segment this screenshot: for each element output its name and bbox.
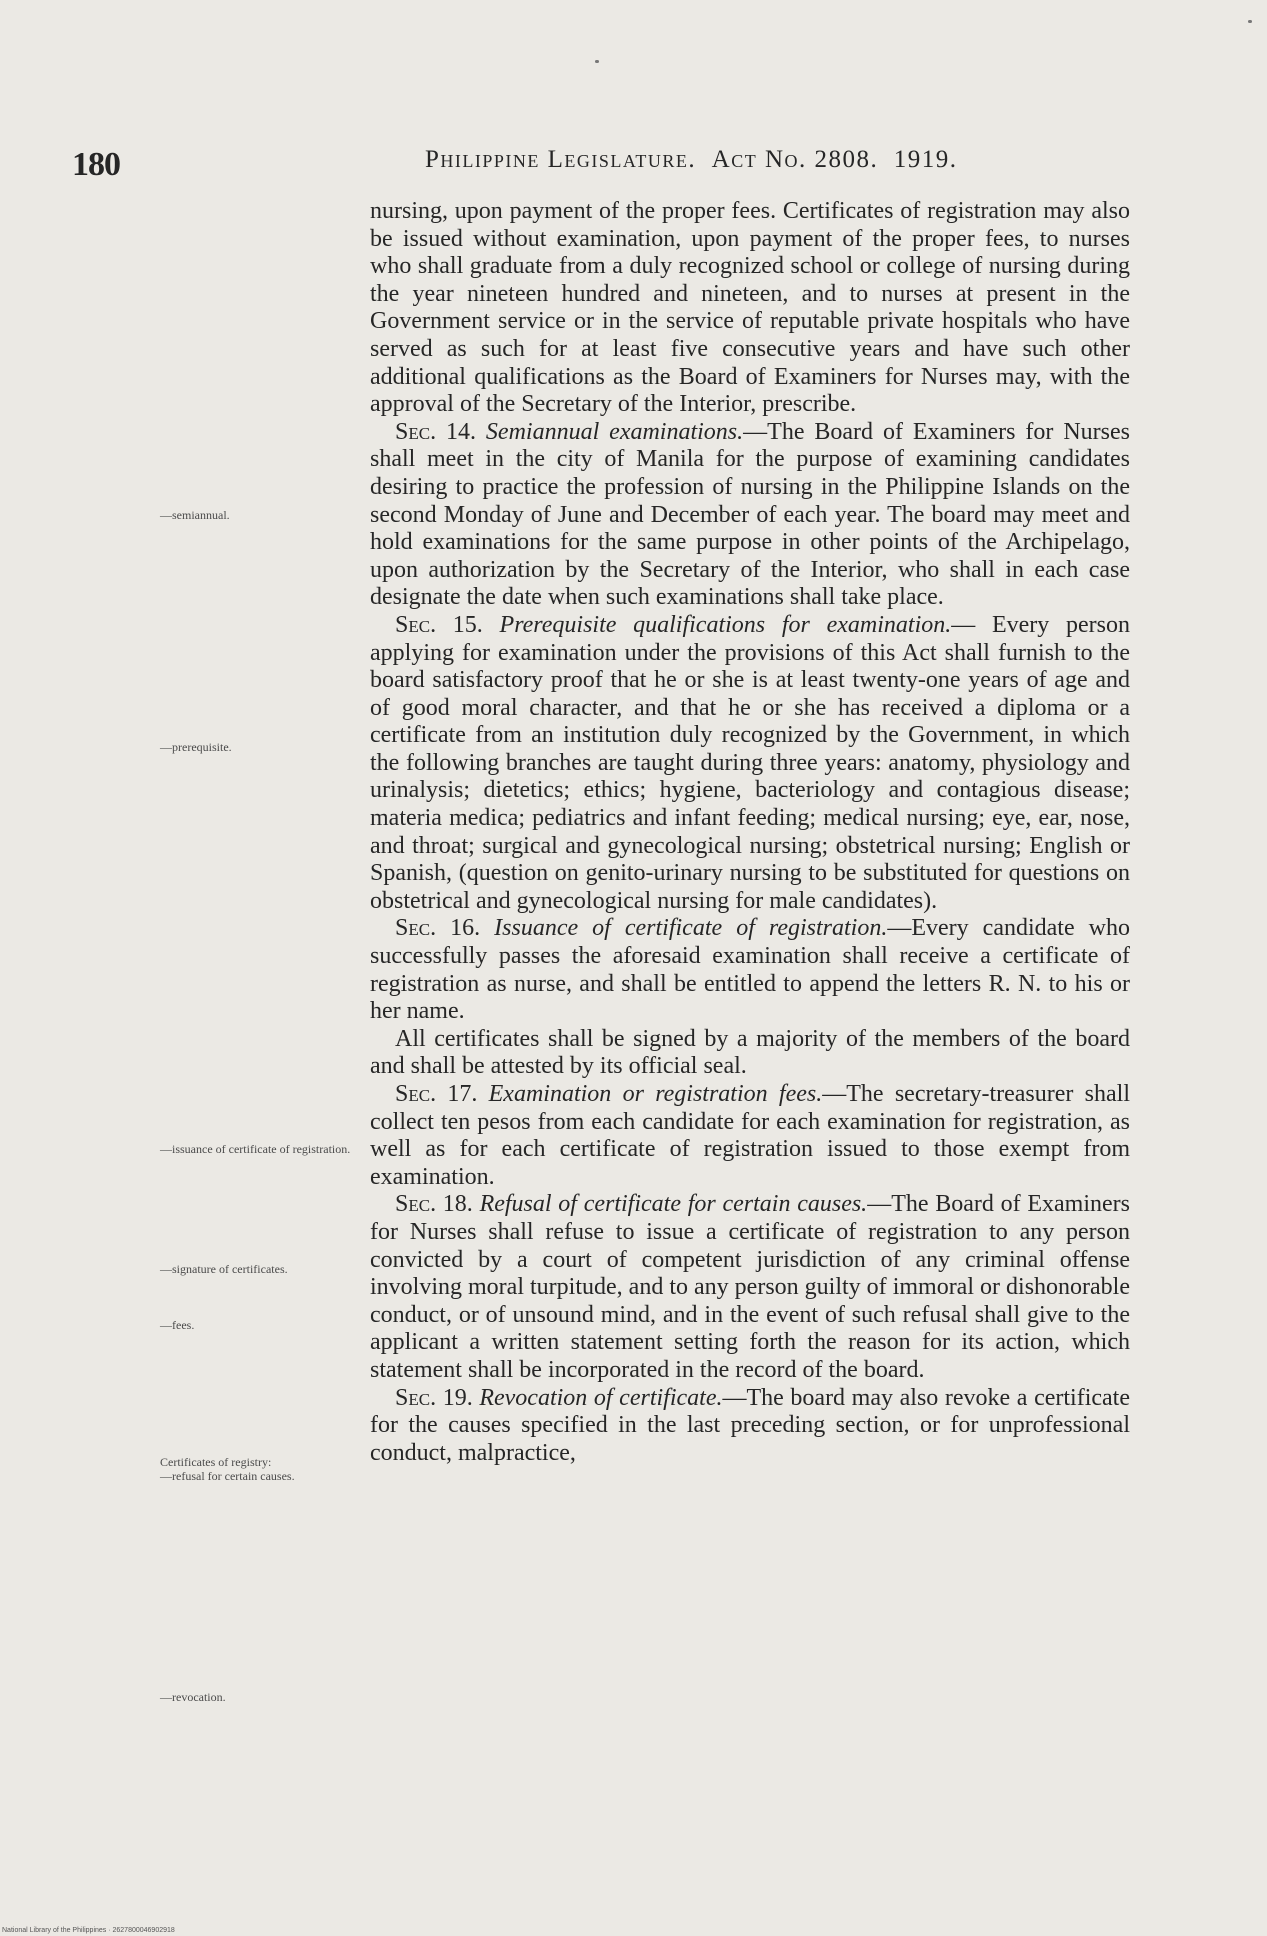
section-19-heading: Revocation of certificate. <box>479 1384 723 1411</box>
running-head <box>425 146 958 174</box>
scan-credit: National Library of the Philippines · 2627800046902918 <box>2 1927 175 1934</box>
section-19-text: —The board may also revoke a certificate for the causes specified in the last preceding section, or for unprofessional conduct, malpractice, <box>370 1384 1131 1466</box>
section-17-text: —The secretary-treasurer shall collect ten pesos from each candidate for each examination for registration, as well as for each certificate of registration issued to those exempt from examination. <box>370 1081 1130 1190</box>
paragraph-continuation: nursing, upon payment of the proper fees. Certificates of registration may also be issued without examination, upon payment of the proper fees, to nurses who shall graduate from a duly recognized school or college of nursing during the year nineteen hundred and nineteen, and to nurses at present in the Government service or in the service of reputable private hospitals who have served as such for at least five consecutive years and have such other additional qualifications as the Board of Examiners for Nurses may, with the approval of the Secretary of the Interior, prescribe. <box>370 198 1130 418</box>
section-15-heading: Prerequisite qualifications for examination. <box>499 611 952 638</box>
running-head-act: Act No. 2808. <box>711 146 879 173</box>
body-text <box>370 198 1130 1467</box>
section-19-number: Sec. 19. <box>395 1384 473 1411</box>
margin-note-signature: —signature of certificates. <box>160 1262 288 1276</box>
section-14-text: —The Board of Examiners for Nurses shall meet in the city of Manila for the purpose of examining candidates desiring to practice the profession of nursing in the Philippine Islands on the second Monday of June and December of each year. The board may meet and hold examinations for the same purpose in other points of the Archipelago, upon authorization by the Secretary of the Interior, who shall in each case designate the date when such examinations shall take place. <box>370 418 1130 611</box>
margin-note-refusal-sub: —refusal for certain causes. <box>160 1469 295 1483</box>
section-15-text: — Every person applying for examination under the provisions of this Act shall furnish to the board satisfactory proof that he or she is at least twenty-one years of age and of good moral character, and that he or she has received a diploma or a certificate from an institution duly recognized by the Government, in which the following branches are taught during three years: anatomy, physiology and urinalysis; dietetics; ethics; hygiene, bacteriology and contagious disease; materia medica; pediatrics and infant feeding; medical nursing; eye, ear, nose, and throat; surgical and gynecological nursing; obstetrical nursing; English or Spanish, (question on genito-urinary nursing to be substituted for questions on obstetrical and gynecological nursing for male candidates). <box>370 611 1130 914</box>
margin-note-prerequisite: —prerequisite. <box>160 740 232 754</box>
margin-note-issuance: —issuance of certificate of registration. <box>160 1142 351 1156</box>
margin-note-refusal-heading: Certificates of registry: <box>160 1455 272 1469</box>
section-17-heading: Examination or registration fees. <box>488 1081 823 1107</box>
section-18-heading: Refusal of certificate for certain causes. <box>479 1191 868 1218</box>
scan-speck <box>1248 20 1252 23</box>
scan-speck <box>595 60 599 63</box>
section-18 <box>370 1191 1130 1384</box>
section-16-text: —Every candidate who successfully passes the aforesaid examination shall receive a certificate of registration as nurse, and shall be entitled to append the letters R. N. to his or her name. <box>370 915 1130 1025</box>
running-head-year: 1919. <box>893 146 958 173</box>
section-18-number: Sec. 18. <box>395 1191 473 1218</box>
margin-note-revocation: —revocation. <box>160 1690 226 1704</box>
page-number: 180 <box>72 146 120 183</box>
margin-note-fees: —fees. <box>160 1318 195 1332</box>
running-head-legislature: Philippine Legislature. <box>425 146 697 173</box>
section-14-number: Sec. 14. <box>395 418 476 445</box>
section-16-heading: Issuance of certificate of registration. <box>494 915 888 942</box>
section-16-number: Sec. 16. <box>395 915 481 942</box>
section-17 <box>370 1081 1130 1191</box>
margin-note-refusal <box>160 1455 365 1483</box>
section-14-heading: Semiannual examinations. <box>485 418 744 445</box>
section-14 <box>370 419 1130 612</box>
section-16 <box>370 915 1130 1025</box>
section-17-number: Sec. 17. <box>395 1081 478 1107</box>
section-19 <box>370 1385 1130 1468</box>
section-16-signatures: All certificates shall be signed by a majority of the members of the board and shall be attested by its official seal. <box>370 1025 1130 1080</box>
margin-note-semiannual: —semiannual. <box>160 508 230 522</box>
section-15-number: Sec. 15. <box>395 611 483 638</box>
section-18-text: —The Board of Examiners for Nurses shall refuse to issue a certificate of registration to any person convicted by a court of competent jurisdiction of any criminal offense involving moral turpitude, and to any person guilty of immoral or dishonorable conduct, or of unsound mind, and in the event of such refusal shall give to the applicant a written statement setting forth the reason for its action, which statement shall be incorporated in the record of the board. <box>370 1191 1130 1383</box>
section-15 <box>370 612 1130 916</box>
